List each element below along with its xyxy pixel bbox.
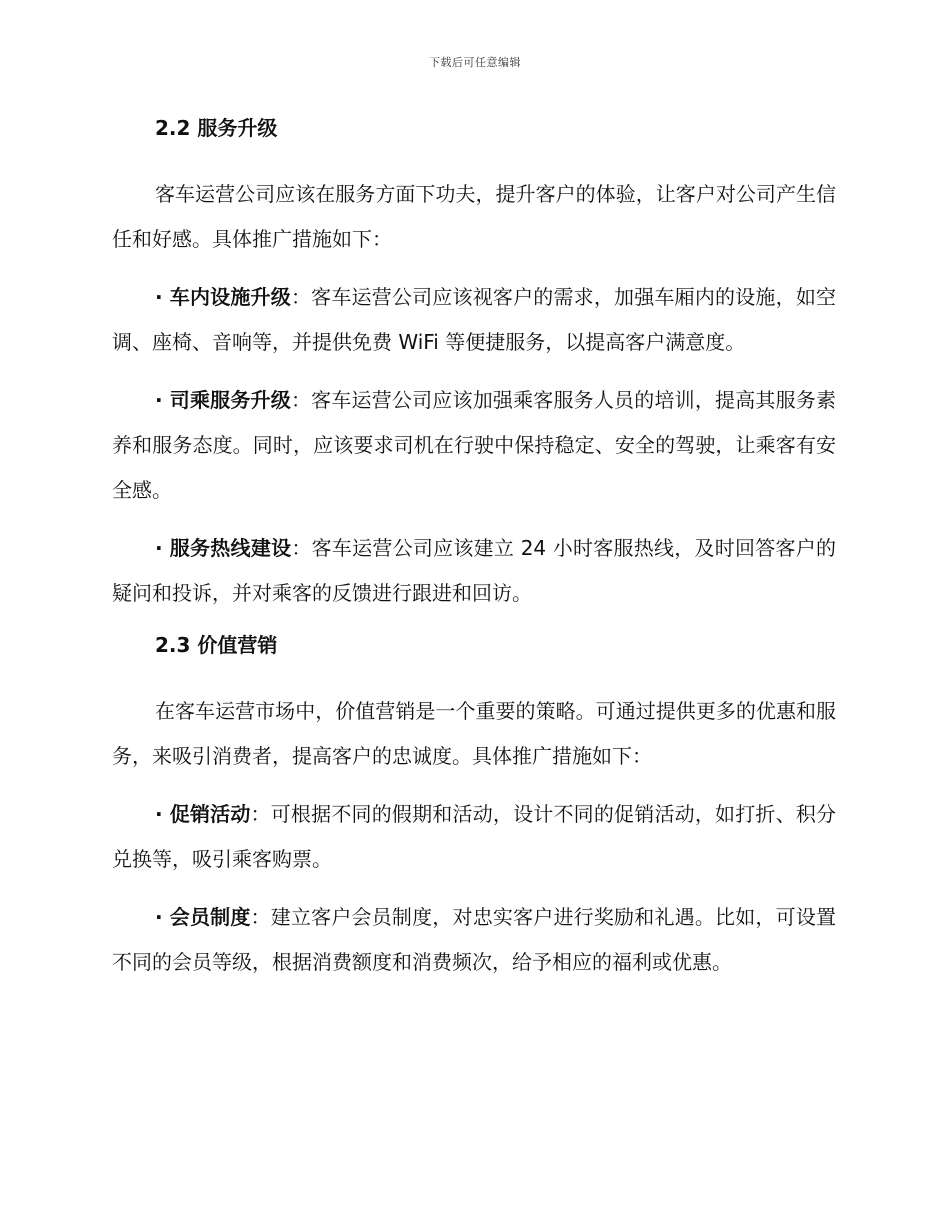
list-item (112, 378, 836, 513)
list-item (112, 275, 836, 365)
section-heading-2-2: 2.2 服务升级 (155, 116, 278, 140)
list-item (112, 792, 836, 882)
section-heading-2-3: 2.3 价值营销 (155, 633, 278, 657)
list-item (112, 895, 836, 985)
item-lead: · 司乘服务升级 (155, 388, 291, 412)
item-text: ：可根据不同的假期和活动，设计不同的促销活动，如打折、积分兑换等，吸引乘客购票。 (112, 802, 837, 871)
section-2-2-intro: 客车运营公司应该在服务方面下功夫，提升客户的体验，让客户对公司产生信任和好感。具体推广措施如下： (112, 182, 836, 251)
item-lead: · 促销活动 (155, 802, 251, 826)
item-text: ：客车运营公司应该视客户的需求，加强车厢内的设施，如空调、座椅、音响等，并提供免费 WiFi 等便捷服务，以提高客户满意度。 (112, 285, 837, 354)
list-item (112, 526, 836, 616)
item-text: ：客车运营公司应该建立 24 小时客服热线，及时回答客户的疑问和投诉，并对乘客的反馈进行跟进和回访。 (112, 536, 837, 605)
document-body (112, 112, 836, 998)
section-2-3-intro: 在客车运营市场中，价值营销是一个重要的策略。可通过提供更多的优惠和服务，来吸引消费者，提高客户的忠诚度。具体推广措施如下： (112, 699, 836, 768)
item-text: ：客车运营公司应该加强乘客服务人员的培训，提高其服务素养和服务态度。同时，应该要求司机在行驶中保持稳定、安全的驾驶，让乘客有安全感。 (112, 388, 837, 502)
item-lead: · 服务热线建设 (155, 536, 292, 560)
item-text: ：建立客户会员制度，对忠实客户进行奖励和礼遇。比如，可设置不同的会员等级，根据消费额度和消费频次，给予相应的福利或优惠。 (112, 905, 837, 974)
item-lead: · 车内设施升级 (155, 285, 291, 309)
header-note: 下载后可任意编辑 (429, 56, 521, 69)
item-lead: · 会员制度 (155, 905, 251, 929)
